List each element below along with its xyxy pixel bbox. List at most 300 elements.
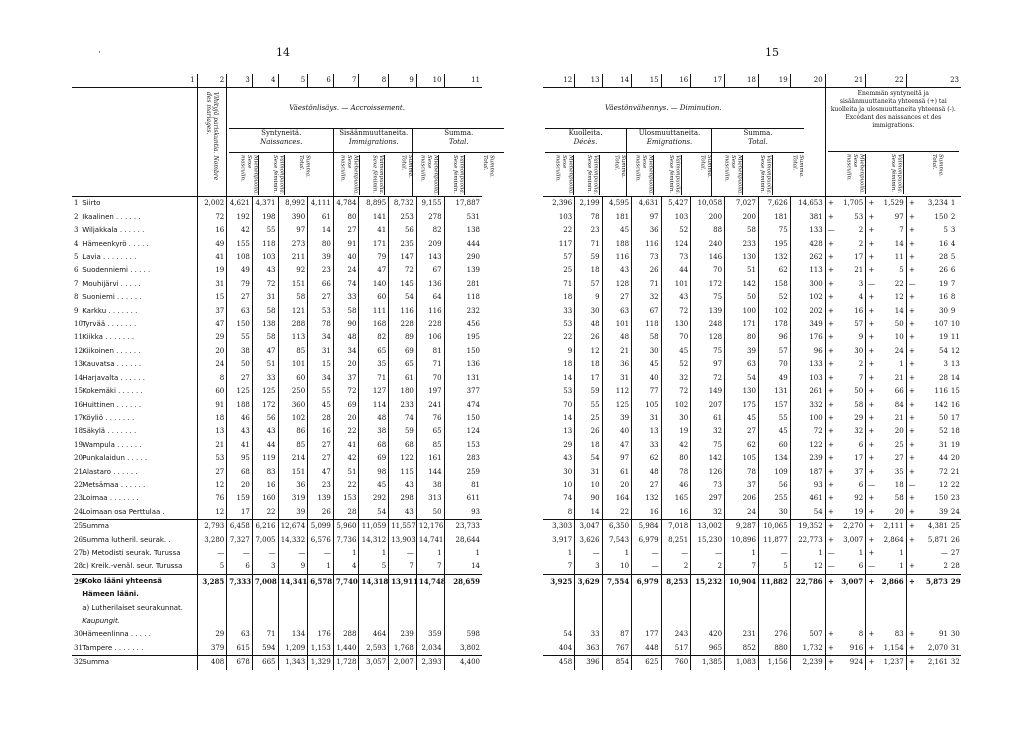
cell: 319	[278, 492, 308, 505]
row-label: a) Lutherilaiset seurakunnat.	[82, 603, 184, 612]
cell: 83	[894, 630, 904, 639]
cell: +	[906, 506, 917, 520]
row-number: 31	[74, 643, 83, 652]
subcol-label: Vaimonpuolia. Sexe féminin.	[653, 155, 680, 195]
cell: 58	[252, 305, 278, 318]
row-number	[72, 602, 80, 615]
table-row	[543, 305, 961, 318]
cell: 22	[894, 279, 904, 288]
col-number: 15	[632, 74, 662, 88]
cell: 20	[227, 479, 253, 492]
cell: 49	[227, 264, 253, 277]
cell: 21	[854, 266, 864, 275]
cell: 53	[563, 387, 573, 396]
cell: 13,911	[389, 574, 417, 588]
cell: 235	[389, 238, 417, 251]
cell: 31	[197, 278, 227, 291]
cell: 32	[661, 372, 691, 385]
cell: 38	[416, 479, 444, 492]
cell: 2,793	[197, 520, 227, 534]
cell	[444, 588, 482, 601]
cell	[825, 615, 836, 628]
cell: 6,458	[227, 520, 253, 534]
cell: 41	[333, 439, 359, 452]
cell: 2,111	[877, 520, 907, 534]
table-row	[72, 588, 482, 601]
page-mark: ·	[98, 48, 101, 58]
cell: 24	[333, 264, 359, 277]
row-label: Mouhijärvi . . . . .	[82, 279, 141, 288]
cell: 111	[359, 305, 389, 318]
cell: +	[906, 399, 917, 412]
subcol-label: Summa. Total.	[772, 155, 804, 195]
cell	[825, 588, 836, 601]
cell: 92	[278, 264, 308, 277]
cell: 172	[691, 278, 725, 291]
row-number: 26	[950, 535, 960, 544]
cell: 157	[758, 399, 790, 412]
cell: 200	[691, 211, 725, 224]
cell: 91	[333, 238, 359, 251]
cell: 102	[278, 412, 308, 425]
col-number: 12	[543, 74, 575, 88]
cell: 45	[602, 224, 632, 237]
cell: 40	[632, 372, 662, 385]
cell: 105	[725, 452, 759, 465]
cell: 96	[758, 331, 790, 344]
cell: 43	[661, 291, 691, 304]
table-row	[72, 425, 482, 438]
cell: +	[825, 642, 836, 656]
cell: 15	[197, 291, 227, 304]
cell: 8,253	[661, 574, 691, 588]
cell: +	[825, 345, 836, 358]
cell: 18	[575, 439, 602, 452]
cell: 75	[691, 345, 725, 358]
cell: 113	[790, 264, 825, 277]
row-number: 7	[950, 279, 956, 288]
cell: 40	[333, 251, 359, 264]
row-number: 20	[950, 454, 960, 463]
cell: 1	[899, 360, 904, 369]
cell: 332	[790, 399, 825, 412]
cell: 22	[333, 425, 359, 438]
cell: 3,629	[575, 574, 602, 588]
cell: 149	[691, 385, 725, 398]
cell: 1	[359, 547, 389, 560]
cell: 36	[632, 224, 662, 237]
cell: 103	[558, 212, 573, 221]
cell: 852	[725, 642, 759, 656]
row-number	[72, 615, 80, 628]
row-label: Koko lääni yhteensä	[80, 574, 197, 588]
cell: 239	[790, 452, 825, 465]
cell: +	[825, 479, 836, 492]
cell: 16	[938, 239, 948, 248]
cell: 55	[575, 399, 602, 412]
row-number: 4	[74, 239, 79, 248]
cell: 12,674	[278, 520, 308, 534]
cell: 48	[333, 331, 359, 344]
table-row	[543, 574, 961, 588]
subcol-label: Vaimonpuolia. Sexe féminin.	[573, 155, 598, 195]
cell: 10	[563, 480, 573, 489]
row-number: 1	[950, 197, 961, 211]
cell: 71	[416, 358, 444, 371]
cell: 12	[197, 506, 227, 520]
table-row	[543, 278, 961, 291]
row-label: Kaupungit.	[82, 617, 120, 625]
table-row	[72, 291, 482, 304]
cell: 1,768	[389, 642, 417, 656]
table-row	[72, 238, 482, 251]
table-row	[72, 534, 482, 547]
cell: +	[825, 520, 836, 534]
cell: 54	[563, 630, 573, 639]
cell: 45	[308, 399, 334, 412]
table-row	[543, 425, 961, 438]
cell: 14	[563, 373, 573, 382]
cell: —	[632, 547, 662, 560]
cell	[866, 602, 877, 615]
cell: 3,280	[197, 534, 227, 547]
cell: 288	[278, 318, 308, 331]
cell: 76	[416, 412, 444, 425]
table-row	[543, 211, 961, 224]
table-row	[72, 331, 482, 344]
cell: 261	[790, 385, 825, 398]
cell: 18	[563, 360, 573, 369]
cell	[790, 602, 825, 615]
table-row	[72, 197, 482, 211]
cell: +	[866, 264, 877, 277]
cell: 93	[790, 479, 825, 492]
cell: —	[825, 560, 836, 574]
cell: 10,065	[758, 520, 790, 534]
cell: 13	[632, 425, 662, 438]
cell: +	[866, 534, 877, 547]
row-number: 1	[72, 197, 80, 211]
cell: 29	[197, 331, 227, 344]
table-row	[543, 452, 961, 465]
table-row	[72, 305, 482, 318]
cell: 50	[854, 387, 864, 396]
cell: 55	[252, 224, 278, 237]
cell: 58	[252, 331, 278, 344]
cell: 60	[758, 439, 790, 452]
cell	[359, 615, 389, 628]
cell: +	[866, 466, 877, 479]
row-label: Wiljakkala . . . . . .	[82, 226, 145, 235]
cell: 3,626	[575, 534, 602, 547]
row-label: c) Kreik.-venäl. seur. Turussa	[82, 562, 183, 571]
cell: 39	[602, 412, 632, 425]
table-row	[543, 318, 961, 331]
cell: +	[825, 628, 836, 641]
cell: 27	[632, 479, 662, 492]
cell: 30	[563, 467, 573, 476]
cell	[632, 602, 662, 615]
cell	[333, 615, 359, 628]
row-number: 16	[950, 400, 960, 409]
cell: 2,034	[416, 642, 444, 656]
cell: 20	[333, 358, 359, 371]
cell: 2,393	[416, 656, 444, 670]
cell: 181	[758, 211, 790, 224]
cell: 49	[758, 372, 790, 385]
cell: 21	[197, 439, 227, 452]
cell: 73	[632, 251, 662, 264]
cell: 8,732	[389, 197, 417, 211]
cell: 26	[575, 425, 602, 438]
cell: 24	[725, 506, 759, 520]
cell: 9,287	[725, 520, 759, 534]
cell: 45	[632, 358, 662, 371]
cell	[906, 602, 917, 615]
cell: 43	[252, 264, 278, 277]
page-number-left: 14	[276, 46, 290, 59]
table-row	[72, 264, 482, 277]
cell: 1,705	[836, 197, 866, 211]
cell: 80	[661, 452, 691, 465]
cell: +	[825, 656, 836, 670]
cell: 7,005	[252, 534, 278, 547]
cell	[227, 602, 253, 615]
cell: +	[825, 439, 836, 452]
cell: 115	[389, 466, 417, 479]
row-number: 20	[74, 454, 83, 463]
cell: 150	[934, 212, 948, 221]
cell: 95	[227, 452, 253, 465]
cell: 57	[575, 278, 602, 291]
table-row	[72, 224, 482, 237]
group-0	[545, 128, 626, 197]
subcol-label: Vaimonpuolia. Sexe féminin.	[438, 155, 464, 195]
excess-title: Enemmän syntyneitä ja sisäänmuuttaneita yhteensä (+) tai kuolleita ja ulosmuuttaneita yhteensä (-). Excédant des naissances et des immigrations.	[830, 90, 956, 130]
cell: 33	[563, 306, 573, 315]
group-fr: Emigrations.	[646, 138, 693, 147]
table-row	[72, 439, 482, 452]
cell: 74	[389, 412, 417, 425]
cell: 118	[252, 238, 278, 251]
cell: +	[866, 197, 877, 211]
cell: 142	[691, 452, 725, 465]
cell	[308, 615, 334, 628]
row-label: Kiikka . . . . . . .	[82, 333, 135, 342]
cell: 30	[575, 305, 602, 318]
cell	[877, 588, 907, 601]
cell: +	[866, 574, 877, 588]
cell: 59	[389, 425, 417, 438]
cell: 45	[758, 425, 790, 438]
cell: 18	[563, 293, 573, 302]
cell: 31	[575, 466, 602, 479]
cell: 24	[197, 358, 227, 371]
cell: 1	[602, 547, 632, 560]
cell: +	[906, 211, 917, 224]
col-number: 21	[825, 74, 865, 88]
cell: 22,773	[790, 534, 825, 547]
row-label: b) Metodisti seurak. Turussa	[82, 548, 181, 557]
table-row	[72, 372, 482, 385]
row-label: Loimaa . . . . . . .	[82, 494, 139, 503]
table-row	[72, 574, 482, 588]
cell: 5,871	[927, 535, 948, 544]
cell: 31	[252, 291, 278, 304]
cell: 232	[444, 305, 482, 318]
row-number: 29	[72, 574, 80, 588]
group-1	[333, 128, 413, 197]
cell: 171	[359, 238, 389, 251]
cell: 1	[567, 548, 573, 557]
cell: 75	[691, 439, 725, 452]
cell: 5,984	[632, 520, 662, 534]
cell: 27	[308, 439, 334, 452]
table-row	[543, 466, 961, 479]
row-number: 30	[950, 630, 960, 639]
cell: —	[866, 278, 877, 291]
cell: 70	[563, 400, 573, 409]
cell: —	[866, 560, 877, 574]
cell: +	[825, 305, 836, 318]
cell: 30	[632, 345, 662, 358]
cell: 18	[575, 358, 602, 371]
cell: +	[866, 385, 877, 398]
cell: 96	[790, 345, 825, 358]
group-2	[711, 128, 804, 197]
cell: 22	[333, 479, 359, 492]
cell: 145	[389, 278, 417, 291]
table-row	[72, 278, 482, 291]
group-fr: Naissances.	[260, 138, 303, 147]
cell: 7,018	[661, 520, 691, 534]
cell: —	[227, 547, 253, 560]
cell: 22	[602, 506, 632, 520]
table-row	[543, 385, 961, 398]
cell: +	[825, 466, 836, 479]
cell: —	[906, 278, 917, 291]
subcol-label: Miehenpuolia. Sexe masculin.	[554, 155, 574, 196]
cell: 159	[227, 492, 253, 505]
excess-group	[828, 88, 959, 196]
cell: 456	[444, 318, 482, 331]
cell: 72	[252, 278, 278, 291]
cell: 77	[632, 385, 662, 398]
cell: 21	[602, 345, 632, 358]
cell: 180	[389, 385, 417, 398]
cell: 59	[575, 385, 602, 398]
cell: +	[906, 251, 917, 264]
table-row	[543, 506, 961, 520]
cell: 428	[790, 238, 825, 251]
cell: 22	[252, 506, 278, 520]
cell: 349	[790, 318, 825, 331]
row-number: 14	[950, 373, 960, 382]
cell: +	[825, 238, 836, 251]
cell: 678	[227, 656, 253, 670]
cell: 209	[416, 238, 444, 251]
cell: 262	[790, 251, 825, 264]
cell: 42	[227, 224, 253, 237]
cell: 130	[725, 385, 759, 398]
cell: 6,979	[632, 534, 662, 547]
group-fi: Kuolleita.	[568, 129, 603, 138]
cell: 58	[632, 331, 662, 344]
cell: 1	[858, 548, 864, 557]
cell	[575, 615, 602, 628]
cell: 5	[899, 266, 904, 275]
group-1	[626, 128, 712, 197]
cell: 24	[894, 346, 904, 355]
cell: 72	[661, 385, 691, 398]
cell: 47	[252, 345, 278, 358]
cell: +	[906, 466, 917, 479]
cell: 44	[938, 454, 948, 463]
cell: 11,059	[359, 520, 389, 534]
cell: +	[906, 331, 917, 344]
cell: —	[906, 479, 917, 492]
cell: 1	[725, 547, 759, 560]
cell: 27	[602, 291, 632, 304]
cell: 161	[416, 452, 444, 465]
cell: 41	[227, 439, 253, 452]
cell: 57	[563, 253, 573, 262]
subcol-label: Miehenpuolia. Sexe masculin.	[339, 155, 359, 196]
cell: 90	[333, 318, 359, 331]
cell: 14	[575, 506, 602, 520]
cell: 300	[790, 278, 825, 291]
cell: 78	[661, 466, 691, 479]
table-row	[543, 479, 961, 492]
cell	[575, 588, 602, 601]
cell: 60	[197, 385, 227, 398]
cell: 63	[602, 305, 632, 318]
cell: 41	[197, 251, 227, 264]
cell: 7,626	[758, 197, 790, 211]
cell: 5	[758, 560, 790, 574]
cell: 16	[661, 506, 691, 520]
cell	[602, 615, 632, 628]
cell: 11	[894, 253, 904, 262]
table-row	[72, 506, 482, 520]
cell: 4,400	[444, 656, 482, 670]
cell	[359, 588, 389, 601]
cell: 276	[758, 628, 790, 641]
cell: 14	[444, 560, 482, 574]
cell: 278	[416, 211, 444, 224]
cell: +	[866, 520, 877, 534]
cell: 52	[758, 291, 790, 304]
row-number: 27	[74, 548, 83, 557]
cell: 7	[858, 373, 864, 382]
col-number: 17	[691, 74, 725, 88]
cell	[308, 602, 334, 615]
cell: 187	[790, 466, 825, 479]
cell: +	[866, 331, 877, 344]
cell: 13	[197, 425, 227, 438]
cell: 65	[389, 358, 417, 371]
row-label: Summa lutheril. seurak. .	[82, 535, 171, 544]
table-row	[72, 628, 482, 641]
cell: +	[906, 291, 917, 304]
cell: 53	[308, 305, 334, 318]
cell	[278, 588, 308, 601]
cell: 3,917	[552, 535, 573, 544]
cell: 22,786	[790, 574, 825, 588]
cell: +	[906, 492, 917, 505]
row-label: Tyrvää . . . . . . .	[82, 320, 137, 329]
cell: 408	[197, 656, 227, 670]
